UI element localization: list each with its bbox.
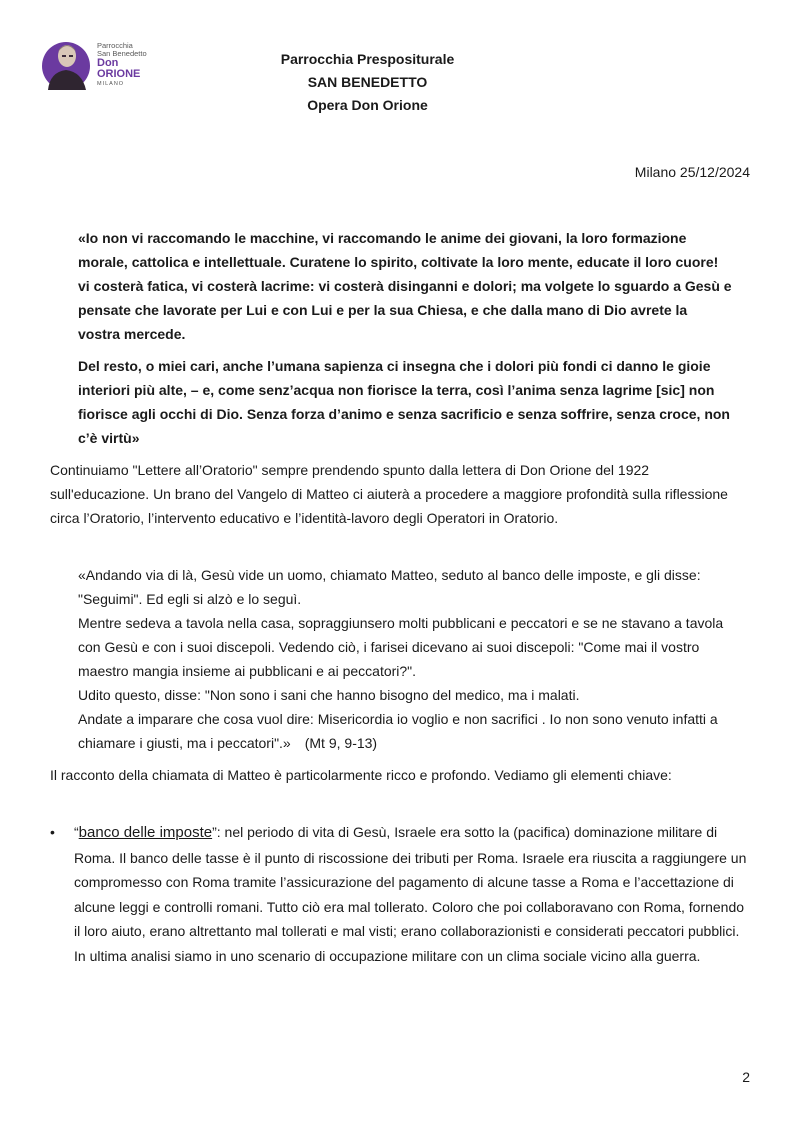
quote1-paragraph1: «Io non vi raccomando le macchine, vi raccomando le anime dei giovani, la loro formazione morale, cattolica e intellettuale. Curatene lo spirito, coltivate la loro mente, educate il loro cuore! vi costerà fatica, vi costerà lacrime: vi costerà disinganni e dolori; ma volgete lo sguardo a Gesù e pensate che lavorate per Lui e con Lui e per la sua Chiesa, e che dalla mano di Dio avrete la vostra mercede. [78,230,732,342]
intro-paragraph [50,458,750,530]
bullet-list [50,820,750,968]
bullet-term: banco delle imposte [78,824,213,841]
logo-line2: San Benedetto [97,49,147,58]
bullet-open-quote: “ [74,824,79,840]
list-item [50,820,750,968]
document-header [0,48,735,117]
intro-text: Continuiamo "Lettere all’Oratorio" sempre prendendo spunto dalla lettera di Don Orione del 1922 sull'educazione. Un brano del Vangelo di Matteo ci aiuterà a procedere a maggiore profondità sulla riflessione circa l’Oratorio, l’intervento educativo e l’identità-lavoro degli Operatori in Oratorio. [50,462,728,526]
quote1-paragraph2: Del resto, o miei cari, anche l’umana sapienza ci insegna che i dolori più fondi ci danno le gioie interiori più alte, – e, come senz’acqua non fiorisce la terra, così l’anima senza lagrime [sic] non fiorisce agli occhi di Dio. Senza forza d’animo e senza sacrificio e senza soffrire, senza croce, non c’è virtù» [78,358,730,446]
gospel-quote-line4-text: Andate a imparare che cosa vuol dire: Misericordia io voglio e non sacrifici . Io non sono venuto infatti a chiamare i giusti, ma i peccatori".» [78,711,718,751]
gospel-quote-line3: Udito questo, disse: "Non sono i sani che hanno bisogno del medico, ma i malati. [78,687,580,703]
logo-line4: ORIONE [97,68,141,80]
header-line3: Opera Don Orione [307,97,428,113]
don-orione-quote [78,226,733,458]
logo-line1: Parrocchia [97,41,133,50]
gospel-quote-line4 [78,707,738,755]
gospel-quote-line2: Mentre sedeva a tavola nella casa, sopraggiunsero molti pubblicani e peccatori e se ne stavano a tavola con Gesù e con i suoi discepoli. Vedendo ciò, i farisei dicevano ai suoi discepoli: "Come mai il vostro maestro mangia insieme ai pubblicani e ai peccatori?". [78,615,724,679]
page-number: 2 [742,1069,750,1085]
document-date: Milano 25/12/2024 [634,164,750,180]
bullet-text: ”: nel periodo di vita di Gesù, Israele era sotto la (pacifica) dominazione militare di Roma. Il banco delle tasse è il punto di riscossione dei tributi per Roma. Israele era riuscita a raggiungere un compromesso con Roma tramite l’assicurazione del pagamento di alcune tasse a Roma e l’accettazione di alcune leggi e controlli romani. Tutto ciò era mal tollerato. Coloro che poi collaboravano con Roma, fornendo il loro aiuto, erano altrettanto mal tollerati e mal visti; erano collaborazionisti e considerati peccatori pubblici. In ultima analisi siamo in uno scenario di occupazione militare con un clima sociale vicino alla guerra. [74,824,747,964]
gospel-citation: (Mt 9, 9-13) [304,735,378,751]
header-line2: SAN BENEDETTO [307,74,428,90]
logo-line3: Don [97,57,119,69]
analysis-text: Il racconto della chiamata di Matteo è particolarmente ricco e profondo. Vediamo gli elementi chiave: [50,767,672,783]
logo-line5: MILANO [97,81,125,87]
gospel-quote [78,563,738,755]
analysis-paragraph [50,763,750,787]
bullet-marker: • [50,824,55,840]
gospel-quote-line1: «Andando via di là, Gesù vide un uomo, chiamato Matteo, seduto al banco delle imposte, e gli disse: "Seguimi". Ed egli si alzò e lo seguì. [78,567,701,607]
header-line1: Parrocchia Prespositurale [280,51,455,67]
